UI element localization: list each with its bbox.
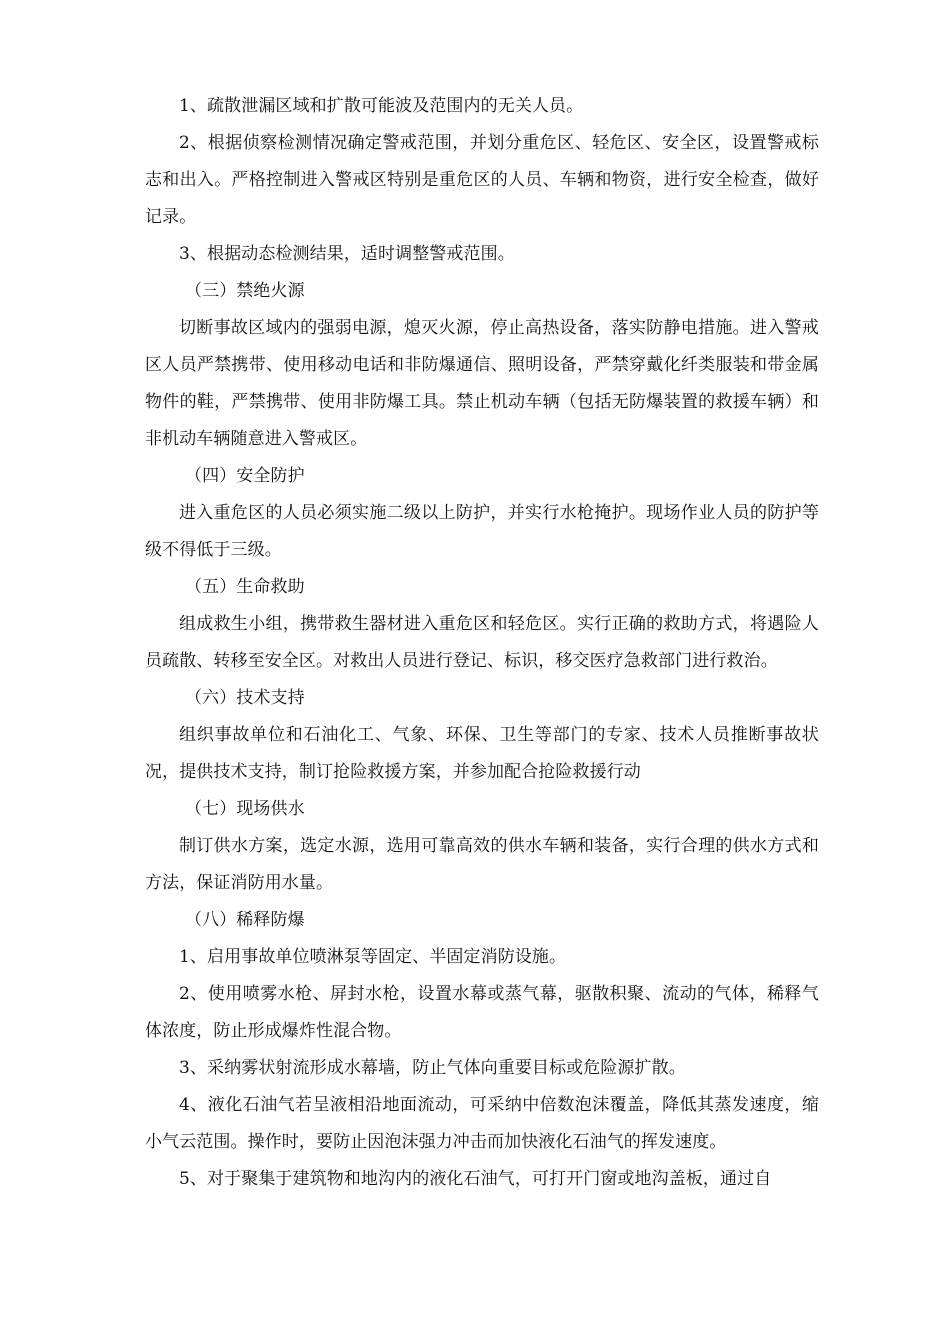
section-heading-4: （四）安全防护 bbox=[185, 466, 305, 486]
paragraph-11: 3、采纳雾状射流形成水幕墙，防止气体向重要目标或危险源扩散。 bbox=[179, 1058, 686, 1078]
section-heading-5: （五）生命救助 bbox=[185, 577, 305, 597]
paragraph-10: 2、使用喷雾水枪、屏封水枪，设置水幕或蒸气幕，驱散积聚、流动的气体，稀释气体浓度，防止形成爆炸性混合物。 bbox=[145, 984, 819, 1041]
section-heading-8: （八）稀释防爆 bbox=[185, 910, 305, 930]
paragraph-1: 1、疏散泄漏区域和扩散可能波及范围内的无关人员。 bbox=[179, 96, 584, 116]
paragraph-9: 1、启用事故单位喷淋泵等固定、半固定消防设施。 bbox=[179, 947, 567, 967]
section-heading-7: （七）现场供水 bbox=[185, 799, 305, 819]
paragraph-5: 进入重危区的人员必须实施二级以上防护，并实行水枪掩护。现场作业人员的防护等级不得低于三级。 bbox=[145, 503, 819, 560]
paragraph-8: 制订供水方案，选定水源，选用可靠高效的供水车辆和装备，实行合理的供水方式和方法，保证消防用水量。 bbox=[145, 836, 819, 893]
paragraph-6: 组成救生小组，携带救生器材进入重危区和轻危区。实行正确的救助方式，将遇险人员疏散、转移至安全区。对救出人员进行登记、标识，移交医疗急救部门进行救治。 bbox=[145, 614, 819, 671]
document-page bbox=[145, 88, 819, 1198]
paragraph-2: 2、根据侦察检测情况确定警戒范围，并划分重危区、轻危区、安全区，设置警戒标志和出入。严格控制进入警戒区特别是重危区的人员、车辆和物资，进行安全检查，做好记录。 bbox=[145, 133, 819, 227]
paragraph-4: 切断事故区域内的强弱电源，熄灭火源，停止高热设备，落实防静电措施。进入警戒区人员严禁携带、使用移动电话和非防爆通信、照明设备，严禁穿戴化纤类服装和带金属物件的鞋，严禁携带、使用非防爆工具。禁止机动车辆（包括无防爆装置的救援车辆）和非机动车辆随意进入警戒区。 bbox=[145, 318, 819, 449]
paragraph-13: 5、对于聚集于建筑物和地沟内的液化石油气，可打开门窗或地沟盖板，通过自 bbox=[179, 1169, 772, 1189]
section-heading-3: （三）禁绝火源 bbox=[185, 281, 305, 301]
paragraph-3: 3、根据动态检测结果，适时调整警戒范围。 bbox=[179, 244, 515, 264]
section-heading-6: （六）技术支持 bbox=[185, 688, 305, 708]
paragraph-7: 组织事故单位和石油化工、气象、环保、卫生等部门的专家、技术人员推断事故状况，提供技术支持，制订抢险救援方案，并参加配合抢险救援行动 bbox=[145, 725, 819, 782]
paragraph-12: 4、液化石油气若呈液相沿地面流动，可采纳中倍数泡沫覆盖，降低其蒸发速度，缩小气云范围。操作时，要防止因泡沫强力冲击而加快液化石油气的挥发速度。 bbox=[145, 1095, 819, 1152]
